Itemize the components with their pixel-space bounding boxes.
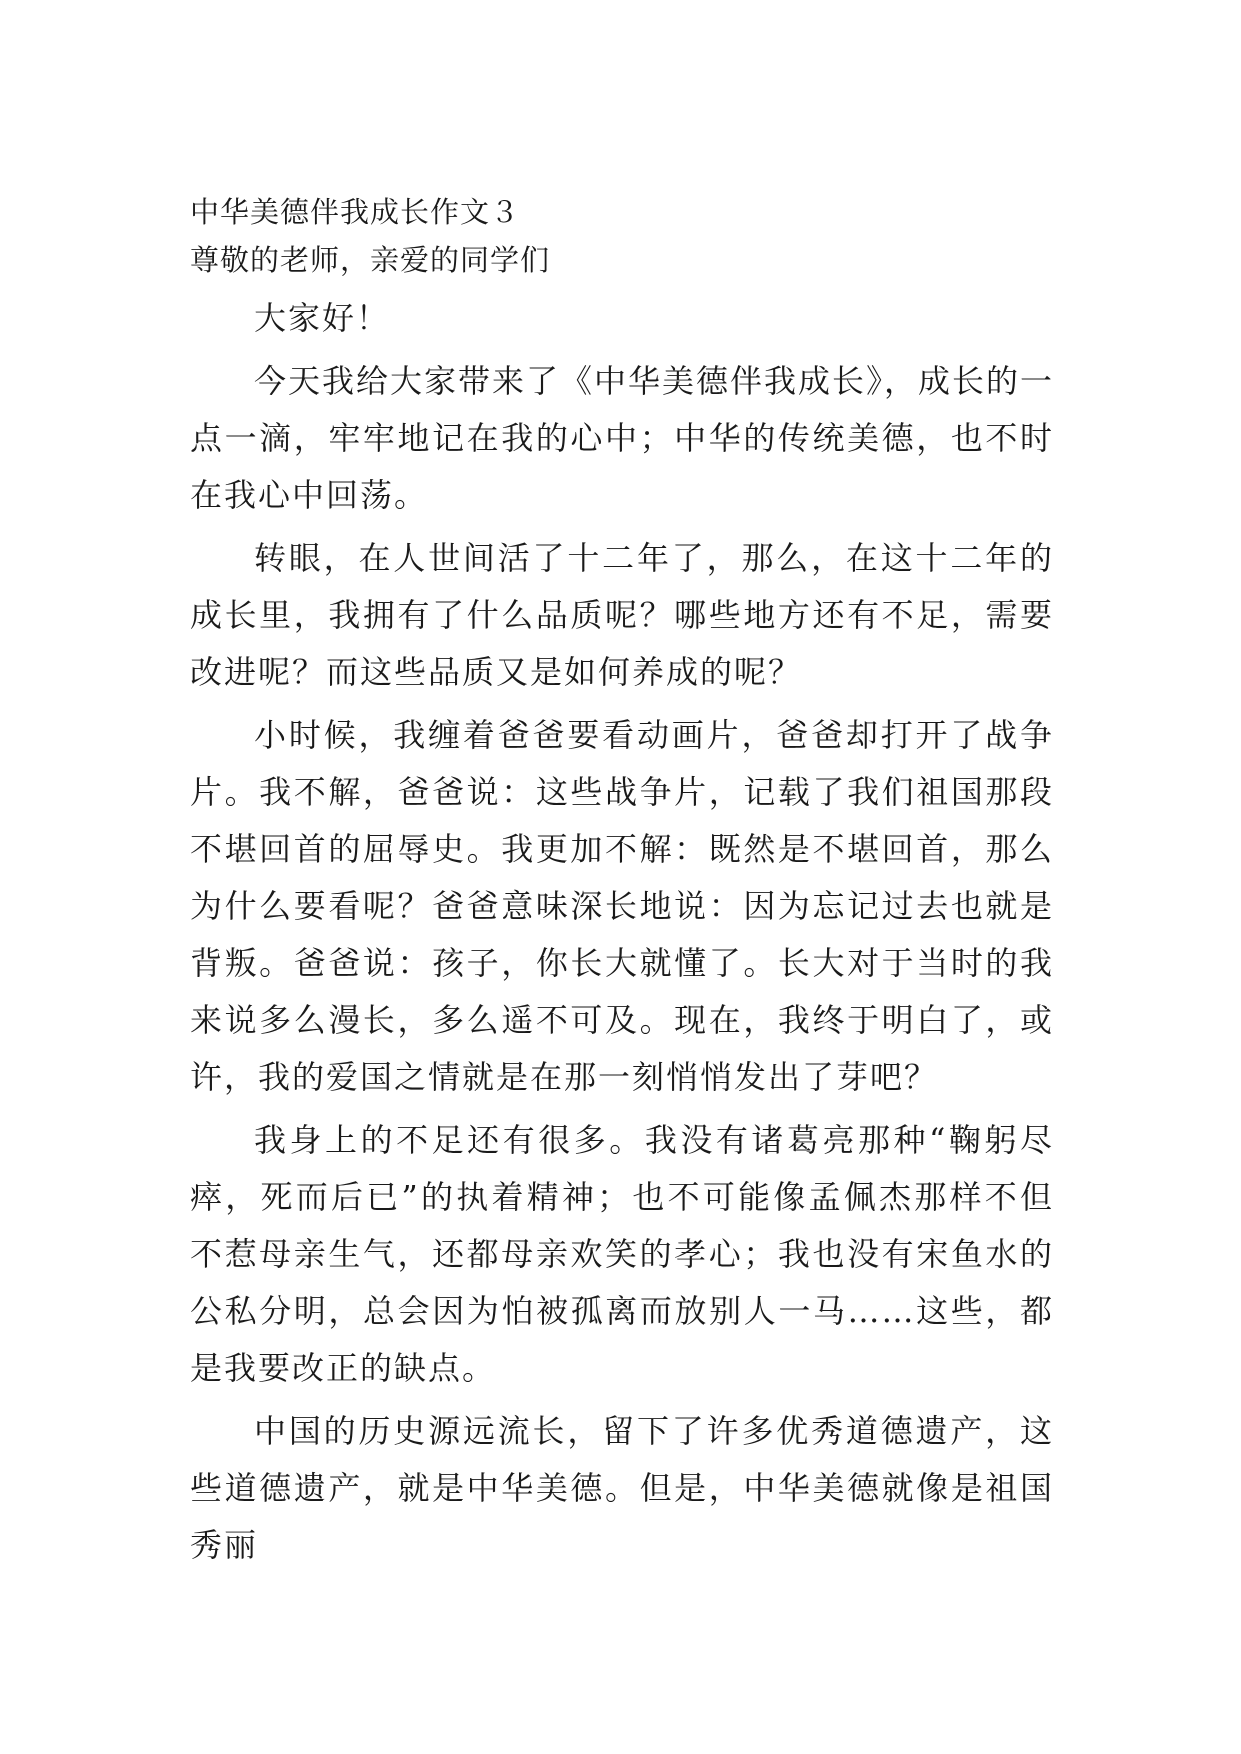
salutation: 尊敬的老师，亲爱的同学们 — [190, 243, 551, 277]
document-page — [190, 188, 1054, 1580]
document-title: 中华美德伴我成长作文３ — [190, 195, 521, 229]
paragraph-history: 中国的历史源远流长，留下了许多优秀道德遗产，这些道德遗产，就是中华美德。但是，中华美德就像是祖国秀丽 — [190, 1412, 1054, 1564]
paragraph-reflection: 转眼，在人世间活了十二年了，那么，在这十二年的成长里，我拥有了什么品质呢？哪些地方还有不足，需要改进呢？而这些品质又是如何养成的呢？ — [190, 539, 1054, 691]
paragraph-shortcomings: 我身上的不足还有很多。我没有诸葛亮那种“鞠躬尽瘁，死而后已”的执着精神；也不可能像孟佩杰那样不但不惹母亲生气，还都母亲欢笑的孝心；我也没有宋鱼水的公私分明，总会因为怕被孤离而放别人一马……这些，都是我要改正的缺点。 — [190, 1121, 1054, 1387]
paragraph-childhood: 小时候，我缠着爸爸要看动画片，爸爸却打开了战争片。我不解，爸爸说：这些战争片，记载了我们祖国那段不堪回首的屈辱史。我更加不解：既然是不堪回首，那么为什么要看呢？爸爸意味深长地说：因为忘记过去也就是背叛。爸爸说：孩子，你长大就懂了。长大对于当时的我来说多么漫长，多么遥不可及。现在，我终于明白了，或许，我的爱国之情就是在那一刻悄悄发出了芽吧？ — [190, 716, 1054, 1096]
paragraph-intro: 今天我给大家带来了《中华美德伴我成长》，成长的一点一滴，牢牢地记在我的心中；中华的传统美德，也不时在我心中回荡。 — [190, 362, 1055, 514]
paragraph-greeting: 大家好！ — [254, 299, 391, 337]
